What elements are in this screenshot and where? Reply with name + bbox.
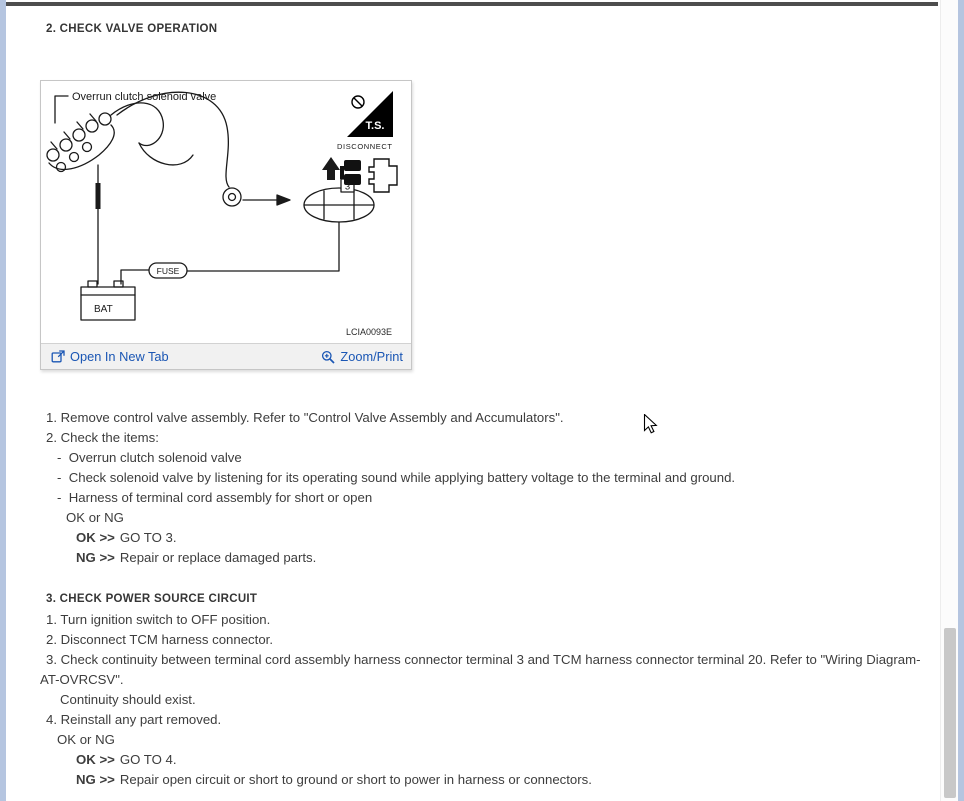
bat-label: BAT	[94, 304, 113, 315]
mouse-cursor	[643, 414, 663, 436]
ng-verdict: NG >> Repair open circuit or short to ground or short to power in harness or connectors.	[76, 772, 592, 787]
ok-verdict: OK >> GO TO 3.	[76, 530, 177, 545]
step-item: 1. Remove control valve assembly. Refer to "Control Valve Assembly and Accumulators".	[46, 410, 564, 425]
ok-verdict: OK >> GO TO 4.	[76, 752, 177, 767]
section-2-body	[40, 408, 936, 568]
top-border	[6, 2, 938, 6]
vertical-scrollbar[interactable]	[940, 0, 958, 801]
step-item: 2. Disconnect TCM harness connector.	[46, 632, 273, 647]
image-code: LCIA0093E	[346, 327, 393, 337]
fuse-label: FUSE	[156, 266, 180, 276]
scrollbar-thumb[interactable]	[944, 628, 956, 798]
diagram-linework	[47, 92, 374, 320]
figure-panel	[40, 80, 412, 370]
zoom-icon	[321, 350, 335, 364]
page-edge-right	[958, 0, 964, 801]
section-3-body	[40, 610, 936, 790]
figure-footer	[41, 343, 411, 369]
figure-image[interactable]	[41, 81, 411, 343]
ts-label: T.S.	[365, 120, 385, 132]
page-edge-left	[0, 0, 6, 801]
open-in-new-tab-label: Open In New Tab	[70, 349, 169, 364]
section-2-heading: 2. CHECK VALVE OPERATION	[46, 23, 218, 35]
wiring-diagram	[41, 81, 411, 341]
section-3-heading: 3. CHECK POWER SOURCE CIRCUIT	[46, 593, 258, 605]
diagram-callout-label: Overrun clutch solenoid valve	[72, 91, 217, 103]
disconnect-label: DISCONNECT	[337, 142, 393, 151]
terminal-3-label: 3	[344, 181, 351, 193]
zoom-print-link[interactable]	[321, 349, 403, 364]
step-item: 2. Check the items:	[46, 430, 159, 445]
ok-or-ng-label: OK or NG	[66, 510, 124, 525]
step-item: 3. Check continuity between terminal cord assembly harness connector terminal 3 and TCM harness connector terminal 20. Refer to "Wiring Diagram-AT-OVRCSV".	[40, 652, 921, 687]
zoom-print-label: Zoom/Print	[340, 349, 403, 364]
open-in-new-icon	[51, 350, 65, 363]
ng-verdict: NG >> Repair or replace damaged parts.	[76, 550, 317, 565]
step-item: 4. Reinstall any part removed.	[46, 712, 222, 727]
ts-logo	[347, 91, 393, 137]
open-in-new-tab-link[interactable]	[51, 349, 169, 364]
list-item: - Harness of terminal cord assembly for short or open	[57, 490, 373, 505]
ok-or-ng-label: OK or NG	[57, 732, 115, 747]
list-item: - Check solenoid valve by listening for its operating sound while applying battery voltage to the terminal and ground.	[57, 470, 736, 485]
list-item: - Overrun clutch solenoid valve	[57, 450, 242, 465]
continuity-note: Continuity should exist.	[60, 692, 196, 707]
step-item: 1. Turn ignition switch to OFF position.	[46, 612, 271, 627]
